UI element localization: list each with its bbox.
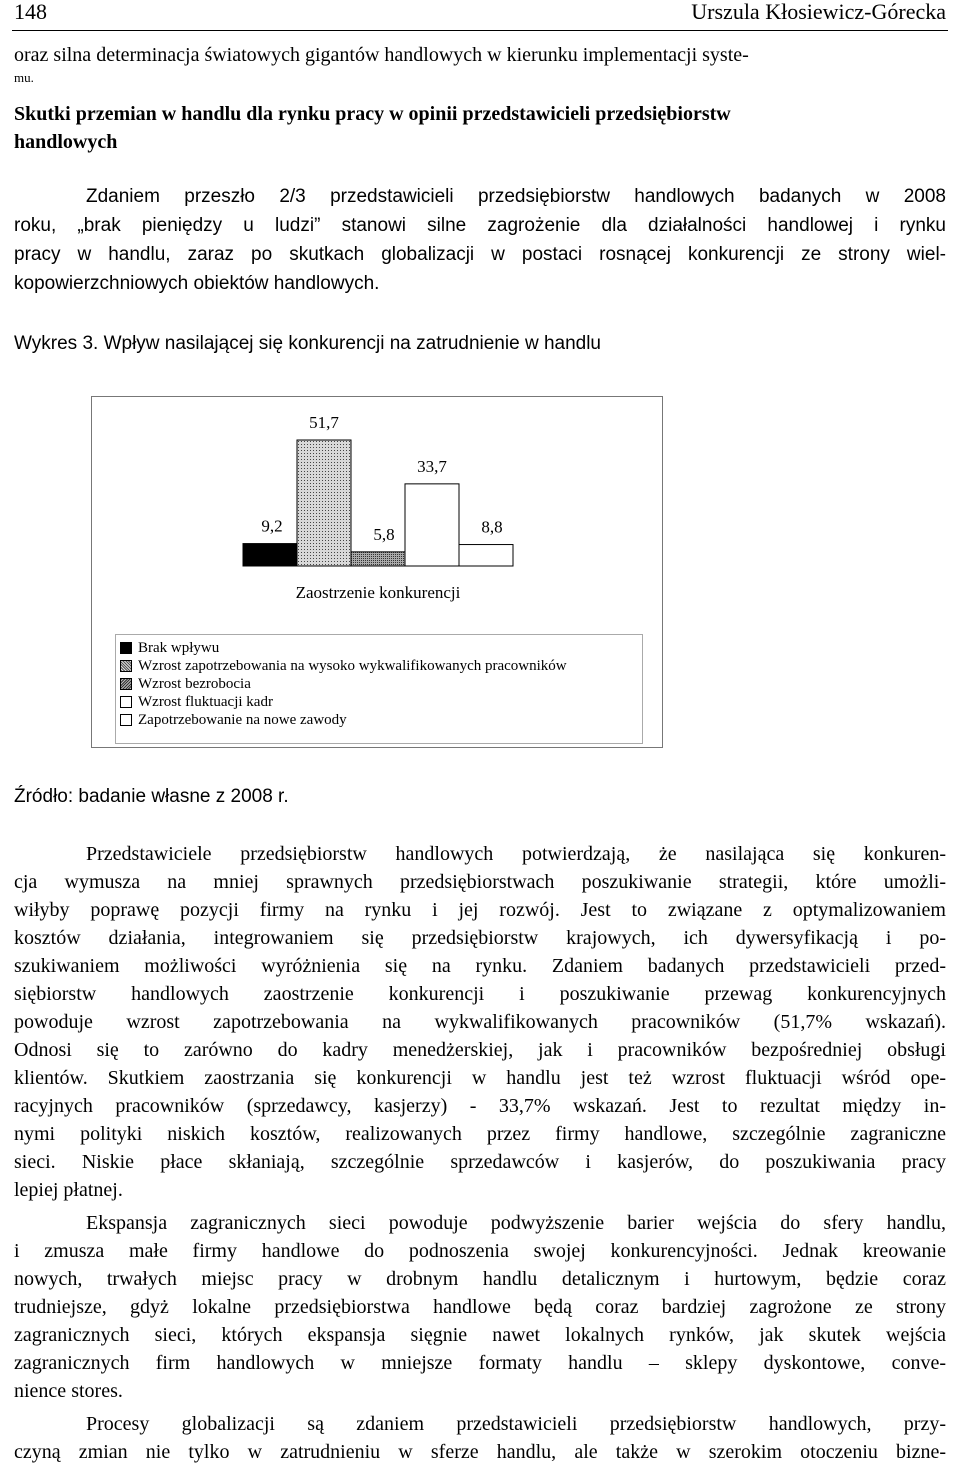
para3-line: trudniejsze, gdyż lokalne przedsiębiorstwa handlowe będą coraz bardziej zagrożone ze strony	[14, 1296, 946, 1318]
para2-line: sieci. Niskie płace skłaniają, szczególnie sprzedawców i kasjerów, do poszukiwania pracy	[14, 1151, 946, 1173]
legend-label: Wzrost zapotrzebowania na wysoko wykwalifikowanych pracowników	[138, 658, 567, 674]
data-label: 9,2	[261, 516, 283, 536]
para2-line: szukiwaniem możliwości wyróżnienia się na rynku. Zdaniem badanych przedstawicieli przed-	[14, 955, 946, 977]
para2-line: powoduje wzrost zapotrzebowania na wykwalifikowanych pracowników (51,7% wskazań).	[14, 1011, 946, 1033]
para2-line: kosztów działania, integrowaniem się przedsiębiorstw krajowych, ich dywersyfikacją i po-	[14, 927, 946, 949]
legend-item	[120, 711, 642, 729]
para2-line: klientów. Skutkiem zaostrzania się konkurencji w handlu jest też wzrost fluktuacji wśród ope-	[14, 1067, 946, 1089]
legend-swatch	[120, 642, 132, 654]
section-title-line-1: Skutki przemian w handlu dla rynku pracy w opinii przedstawicieli przedsiębiorstw	[14, 103, 731, 125]
legend-item	[120, 639, 642, 657]
para2-line: racyjnych pracowników (sprzedawcy, kasjerzy) - 33,7% wskazań. Jest to rezultat między in-	[14, 1095, 946, 1117]
para1-line: kopowierzchniowych obiektów handlowych.	[14, 273, 380, 294]
running-head-author: Urszula Kłosiewicz-Górecka	[691, 0, 946, 24]
bar-3	[351, 552, 405, 566]
data-label: 5,8	[373, 524, 395, 544]
intro-line: oraz silna determinacja światowych gigantów handlowych w kierunku implementacji syste-	[14, 44, 749, 66]
data-label: 33,7	[417, 456, 447, 476]
para1-line: roku, „brak pieniędzy u ludzi” stanowi silne zagrożenie dla działalności handlowej i rynku	[14, 215, 946, 236]
data-label: 51,7	[309, 413, 339, 432]
para2-line: wiłyby poprawę pozycji firmy na rynku i jej rozwój. Jest to związane z optymalizowaniem	[14, 899, 946, 921]
para3-line: i zmusza małe firmy handlowe do podnoszenia swojej konkurencyjności. Jednak kreowanie	[14, 1240, 946, 1262]
para2-line: Odnosi się to zarówno do kadry menedżerskiej, jak i pracowników bezpośredniej obsługi	[14, 1039, 946, 1061]
para3-line: nience stores.	[14, 1380, 123, 1402]
para4-line: czyną zmian nie tylko w zatrudnieniu w sferze handlu, ale także w szerokim otoczeniu bizne-	[14, 1441, 946, 1463]
figure-caption: Wykres 3. Wpływ nasilającej się konkurencji na zatrudnienie w handlu	[14, 333, 601, 354]
running-header	[14, 0, 946, 26]
para3-line: Ekspansja zagranicznych sieci powoduje podwyższenie barier wejścia do sfery handlu,	[86, 1212, 946, 1234]
bar-2	[297, 440, 351, 566]
legend-swatch	[120, 660, 132, 672]
para3-line: zagranicznych firm handlowych w mniejsze formaty handlu – sklepy dyskontowe, conve-	[14, 1352, 946, 1374]
para2-line: lepiej płatnej.	[14, 1179, 123, 1201]
para2-line: siębiorstw handlowych zaostrzenie konkurencji i poszukiwanie przewag konkurencyjnych	[14, 983, 946, 1005]
data-label: 8,8	[481, 517, 503, 537]
legend-label: Wzrost bezrobocia	[138, 676, 251, 692]
legend-label: Zapotrzebowanie na nowe zawody	[138, 712, 347, 728]
section-title-line-2: handlowych	[14, 131, 118, 153]
legend-swatch	[120, 714, 132, 726]
para1-line: pracy w handlu, zaraz po skutkach globalizacji w postaci rosnącej konkurencji ze strony wiel-	[14, 244, 946, 265]
para4-line: Procesy globalizacji są zdaniem przedstawicieli przedsiębiorstw handlowych, przy-	[86, 1413, 946, 1435]
para3-line: zagranicznych sieci, których ekspansja sięgnie nawet lokalnych rynków, jak skutek wejścia	[14, 1324, 946, 1346]
legend-item	[120, 675, 642, 693]
legend-swatch	[120, 696, 132, 708]
chart-legend	[115, 634, 643, 744]
legend-label: Wzrost fluktuacji kadr	[138, 694, 273, 710]
header-rule	[12, 30, 948, 31]
para2-line: cja wymusza na mniej sprawnych przedsiębiorstwach poszukiwanie strategii, które umożli-	[14, 871, 946, 893]
source-note: Źródło: badanie własne z 2008 r.	[14, 786, 289, 807]
intro-line-clipped: mu.	[14, 70, 34, 84]
para1-line: Zdaniem przeszło 2/3 przedstawicieli przedsiębiorstw handlowych badanych w 2008	[86, 186, 946, 207]
bar-1	[243, 544, 297, 566]
legend-label: Brak wpływu	[138, 640, 220, 656]
legend-item	[120, 693, 642, 711]
x-axis-label: Zaostrzenie konkurencji	[295, 583, 461, 602]
para3-line: nowych, trwałych miejsc pracy w drobnym handlu detalicznym i hurtowym, będzie coraz	[14, 1268, 946, 1290]
para2-line: nymi polityki niskich kosztów, realizowanych przez firmy handlowe, szczególnie zagraniczne	[14, 1123, 946, 1145]
legend-swatch	[120, 678, 132, 690]
bar-5	[459, 545, 513, 566]
bar-4	[405, 484, 459, 566]
legend-item	[120, 657, 642, 675]
page-number: 148	[14, 0, 47, 24]
para2-line: Przedstawiciele przedsiębiorstw handlowych potwierdzają, że nasilająca się konkuren-	[86, 843, 946, 865]
